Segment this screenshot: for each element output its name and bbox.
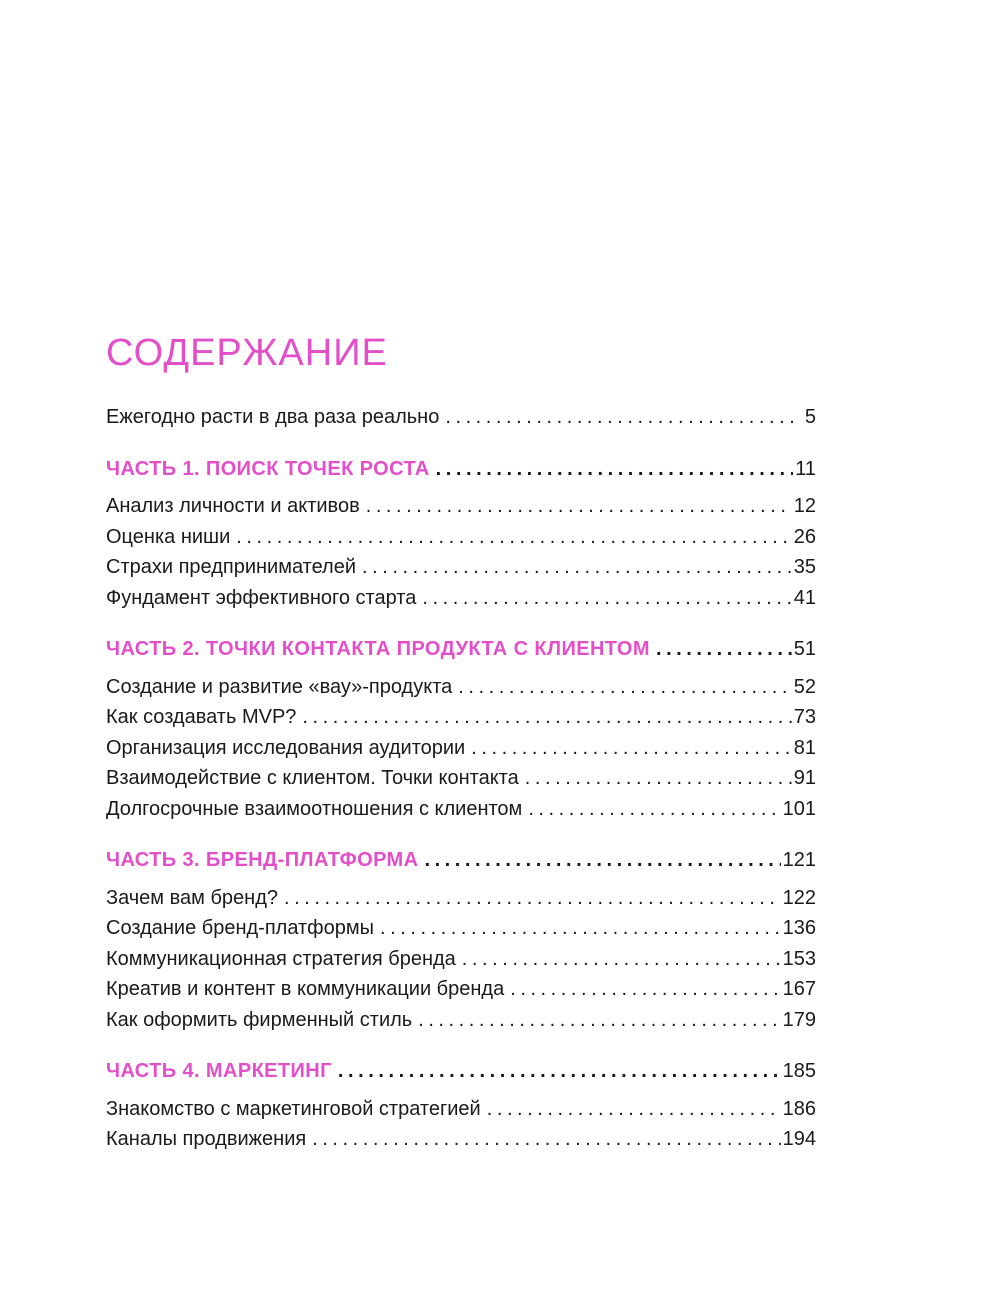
toc-part-label: ЧАСТЬ 1. ПОИСК ТОЧЕК РОСТА (106, 457, 430, 480)
toc-entry-label: Организация исследования аудитории (106, 736, 466, 759)
toc-entry[interactable] (106, 702, 816, 733)
leader-dots (525, 763, 792, 794)
toc-entry-page: 81 (793, 736, 816, 759)
toc-entry[interactable] (106, 672, 816, 703)
toc-part-3[interactable] (106, 845, 816, 876)
toc-entry-label: Создание бренд-платформы (106, 917, 375, 939)
toc-entry-label: Зачем вам бренд? (106, 886, 278, 909)
toc-entry[interactable] (106, 491, 816, 522)
toc-entry-page: 12 (793, 495, 816, 517)
toc-entry[interactable] (106, 883, 816, 914)
toc-part-label: ЧАСТЬ 4. МАРКЕТИНГ (106, 1060, 332, 1082)
leader-dots (510, 974, 780, 1005)
toc-entry-label: Креатив и контент в коммуникации бренда (106, 978, 505, 1000)
toc-entry[interactable] (106, 763, 816, 794)
toc-entry-page: 101 (782, 797, 816, 820)
leader-dots (424, 845, 780, 876)
leader-dots (312, 1124, 780, 1155)
toc-entry-label: Фундамент эффективного старта (106, 586, 417, 609)
toc-entry-label: Каналы продвижения (106, 1128, 307, 1150)
toc-entry[interactable] (106, 1005, 816, 1036)
toc-part-2[interactable] (106, 634, 816, 665)
toc-entry-page: 35 (793, 556, 816, 578)
toc-entry-label: Страхи предпринимателей (106, 556, 357, 578)
toc-part-page: 11 (795, 457, 816, 480)
leader-dots (366, 491, 792, 522)
toc-entry-label: Анализ личности и активов (106, 495, 360, 517)
toc-entry-page: 122 (782, 886, 816, 909)
leader-dots (362, 552, 792, 583)
toc-entry-label: Коммуникационная стратегия бренда (106, 947, 456, 970)
toc-entry-page: 194 (782, 1128, 816, 1150)
toc-entry-page: 26 (793, 525, 816, 548)
toc-part-1[interactable] (106, 454, 816, 485)
leader-dots (445, 402, 800, 433)
toc-entry-page: 167 (782, 978, 816, 1000)
leader-dots (471, 733, 792, 764)
toc-entry-label: Долгосрочные взаимоотношения с клиентом (106, 797, 523, 820)
toc-entry-page: 153 (782, 947, 816, 970)
toc-entry-label: Взаимодействие с клиентом. Точки контакта (106, 767, 519, 789)
leader-dots (380, 913, 781, 944)
toc-entry-label: Оценка ниши (106, 525, 231, 548)
leader-dots (418, 1005, 780, 1036)
toc-entry-page: 5 (804, 406, 816, 428)
toc-part-label: ЧАСТЬ 2. ТОЧКИ КОНТАКТА ПРОДУКТА С КЛИЕНТОМ (106, 638, 650, 660)
toc-entry[interactable] (106, 1094, 816, 1125)
toc-entry[interactable] (106, 1124, 816, 1155)
leader-dots (422, 583, 791, 614)
toc-entry[interactable] (106, 944, 816, 975)
toc-entry-label: Как оформить фирменный стиль (106, 1008, 413, 1031)
toc-part-page: 121 (782, 849, 816, 871)
toc-entry-page: 136 (782, 917, 816, 939)
leader-dots (338, 1056, 781, 1087)
toc-entry-intro[interactable] (106, 402, 816, 433)
toc-title: СОДЕРЖАНИЕ (106, 332, 388, 374)
toc-entry[interactable] (106, 552, 816, 583)
toc-entry[interactable] (106, 974, 816, 1005)
toc-entry-page: 41 (793, 586, 816, 609)
table-of-contents (106, 330, 816, 1155)
leader-dots (236, 522, 791, 553)
toc-entry-label: Ежегодно расти в два раза реально (106, 406, 440, 428)
leader-dots (462, 944, 781, 975)
toc-part-label: ЧАСТЬ 3. БРЕНД-ПЛАТФОРМА (106, 849, 419, 871)
leader-dots (302, 702, 791, 733)
toc-entry-page: 179 (782, 1008, 816, 1031)
toc-entry-page: 91 (793, 767, 816, 789)
toc-entry-label: Как создавать MVP? (106, 706, 297, 728)
toc-entry[interactable] (106, 913, 816, 944)
toc-part-page: 51 (793, 638, 816, 660)
toc-entry[interactable] (106, 794, 816, 825)
toc-entry[interactable] (106, 733, 816, 764)
toc-entry-label: Знакомство с маркетинговой стратегией (106, 1097, 481, 1120)
toc-entry[interactable] (106, 522, 816, 553)
toc-entry-page: 186 (782, 1097, 816, 1120)
toc-entry[interactable] (106, 583, 816, 614)
toc-part-4[interactable] (106, 1056, 816, 1087)
toc-entry-label: Создание и развитие «вау»-продукта (106, 675, 453, 698)
leader-dots (284, 883, 781, 914)
leader-dots (487, 1094, 781, 1125)
leader-dots (528, 794, 780, 825)
toc-part-page: 185 (782, 1060, 816, 1082)
leader-dots (656, 634, 792, 665)
toc-entry-page: 52 (793, 675, 816, 698)
leader-dots (458, 672, 791, 703)
toc-entry-page: 73 (793, 706, 816, 728)
leader-dots (436, 454, 794, 485)
